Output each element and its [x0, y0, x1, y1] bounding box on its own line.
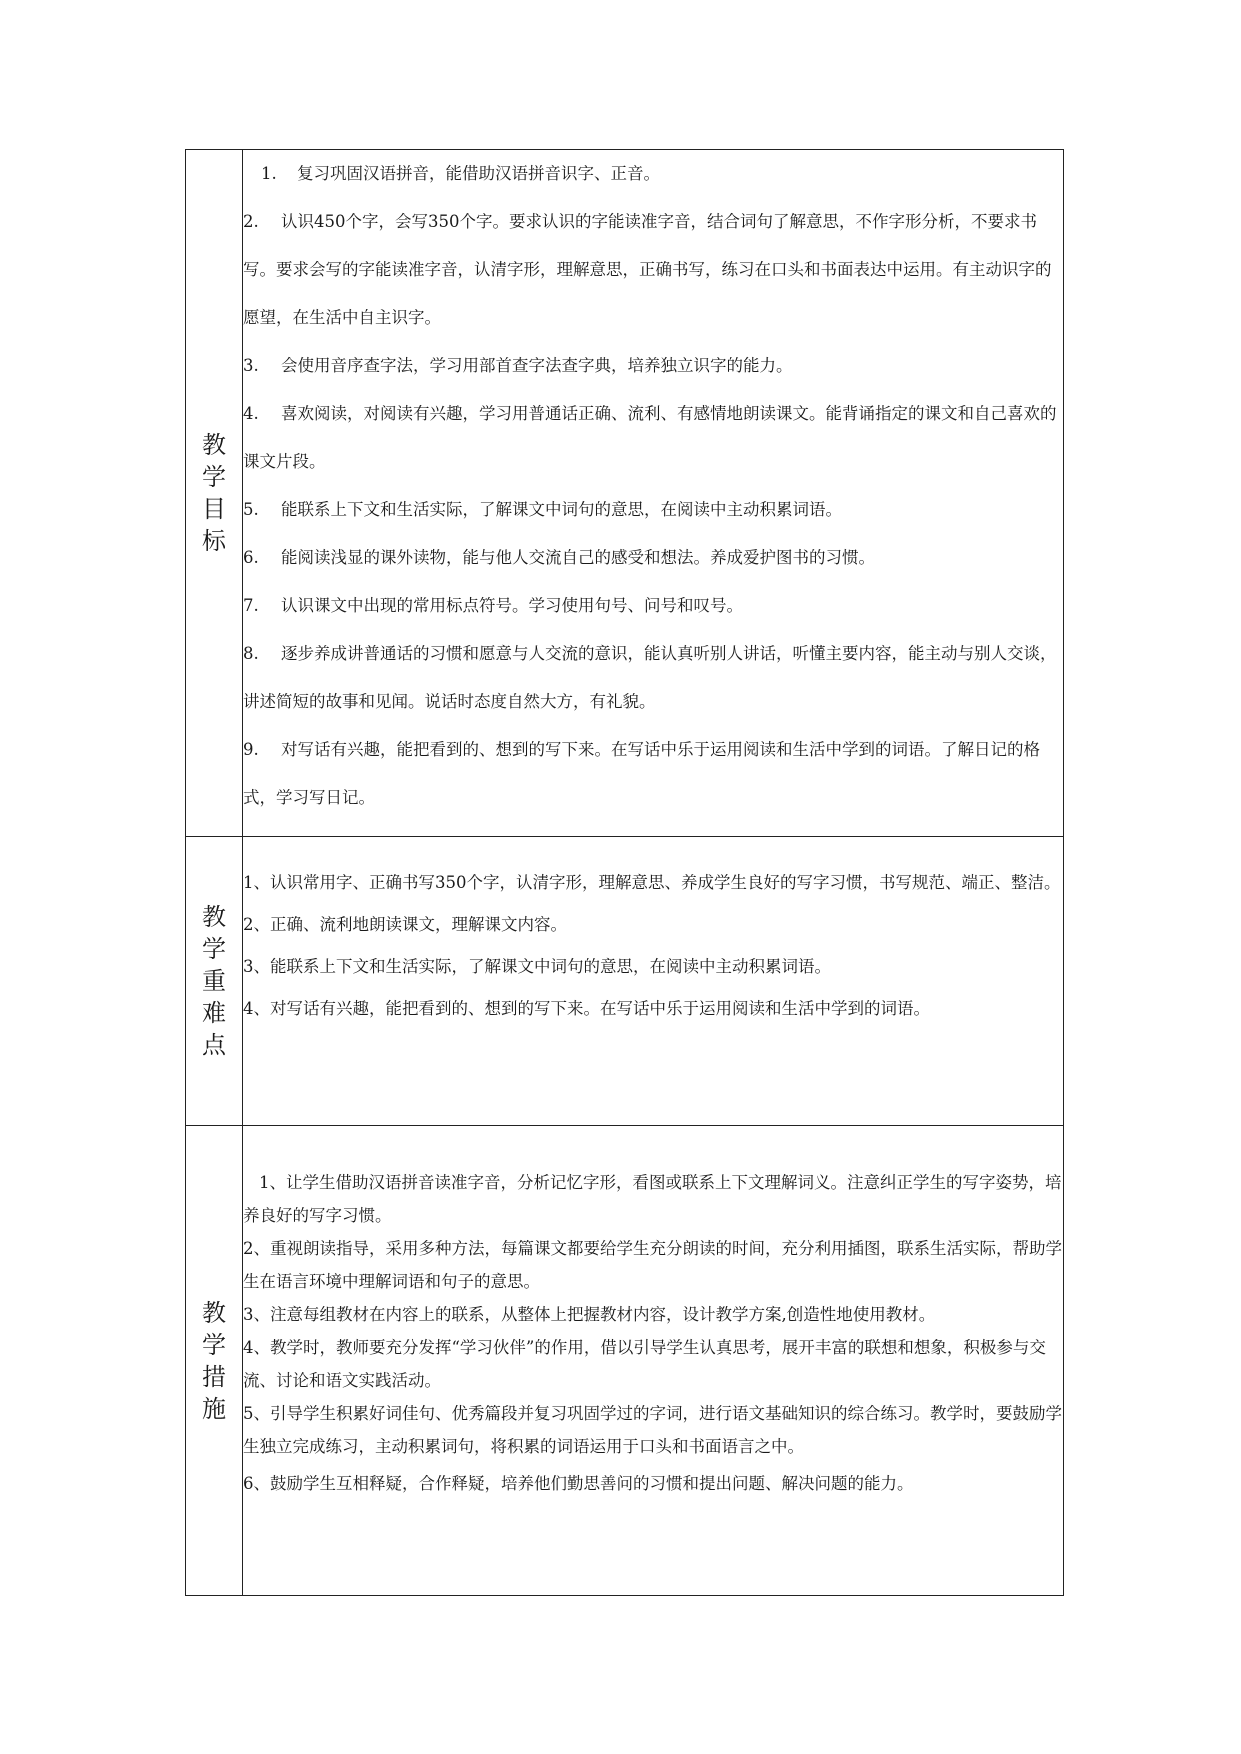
- measure-item: 6、鼓励学生互相释疑，合作释疑，培养他们勤思善问的习惯和提出问题、解决问题的能力。: [243, 1474, 914, 1493]
- objective-item: 2. 认识450个字，会写350个字。要求认识的字能读准字音，结合词句了解意思，不作字形分析，不要求书写。要求会写的字能读准字音，认清字形，理解意思，正确书写，练习在口头和书面表达中运用。有主动识字的愿望，在生活中自主识字。: [243, 212, 1052, 327]
- objectives-label: 教学目标: [202, 431, 226, 555]
- key-point-item: 1、认识常用字、正确书写350个字，认清字形，理解意思、养成学生良好的写字习惯，书写规范、端正、整洁。: [243, 873, 1061, 892]
- key-point-item: 3、能联系上下文和生活实际，了解课文中词句的意思，在阅读中主动积累词语。: [243, 957, 831, 976]
- objectives-row: [186, 150, 1064, 837]
- measures-row: [186, 1126, 1064, 1596]
- key-point-item: 4、对写话有兴趣，能把看到的、想到的写下来。在写话中乐于运用阅读和生活中学到的词语。: [243, 999, 930, 1018]
- objective-item: 9. 对写话有兴趣，能把看到的、想到的写下来。在写话中乐于运用阅读和生活中学到的词语。了解日记的格式，学习写日记。: [243, 740, 1040, 807]
- objective-item: 7. 认识课文中出现的常用标点符号。学习使用句号、问号和叹号。: [243, 596, 743, 615]
- key-points-label: 教学重难点: [202, 903, 226, 1059]
- objective-item: 4. 喜欢阅读，对阅读有兴趣，学习用普通话正确、流利、有感情地朗读课文。能背诵指定的课文和自己喜欢的课文片段。: [243, 404, 1057, 471]
- measure-item: 3、注意每组教材在内容上的联系，从整体上把握教材内容，设计教学方案,创造性地使用教材。: [243, 1305, 936, 1324]
- measure-item: 1、让学生借助汉语拼音读准字音，分析记忆字形，看图或联系上下文理解词义。注意纠正学生的写字姿势，培养良好的写字习惯。: [243, 1173, 1062, 1225]
- objective-item: 8. 逐步养成讲普通话的习惯和愿意与人交流的意识，能认真听别人讲话，听懂主要内容，能主动与别人交谈，讲述简短的故事和见闻。说话时态度自然大方，有礼貌。: [243, 644, 1057, 711]
- measures-label: 教学措施: [202, 1298, 226, 1423]
- measure-item: 4、教学时，教师要充分发挥“学习伙伴”的作用，借以引导学生认真思考，展开丰富的联想和想象，积极参与交流、讨论和语文实践活动。: [243, 1338, 1046, 1390]
- objective-item: 3. 会使用音序查字法，学习用部首查字法查字典，培养独立识字的能力。: [243, 356, 793, 375]
- key-points-label-cell: [186, 837, 243, 1126]
- key-points-content: [243, 837, 1064, 1126]
- teaching-plan-table: [185, 149, 1064, 1596]
- measure-item: 5、引导学生积累好词佳句、优秀篇段并复习巩固学过的字词，进行语文基础知识的综合练习。教学时，要鼓励学生独立完成练习，主动积累词句，将积累的词语运用于口头和书面语言之中。: [243, 1404, 1062, 1456]
- key-point-item: 2、正确、流利地朗读课文，理解课文内容。: [243, 915, 567, 934]
- key-points-row: [186, 837, 1064, 1126]
- measure-item: 2、重视朗读指导，采用多种方法，每篇课文都要给学生充分朗读的时间，充分利用插图，联系生活实际，帮助学生在语言环境中理解词语和句子的意思。: [243, 1239, 1062, 1291]
- measures-content: [243, 1126, 1064, 1596]
- objective-item: 5. 能联系上下文和生活实际，了解课文中词句的意思，在阅读中主动积累词语。: [243, 500, 842, 519]
- objective-item: 1. 复习巩固汉语拼音，能借助汉语拼音识字、正音。: [261, 164, 660, 183]
- objectives-content: [243, 150, 1064, 837]
- measures-label-cell: [186, 1126, 243, 1596]
- objective-item: 6. 能阅读浅显的课外读物，能与他人交流自己的感受和想法。养成爱护图书的习惯。: [243, 548, 875, 567]
- objectives-label-cell: [186, 150, 243, 837]
